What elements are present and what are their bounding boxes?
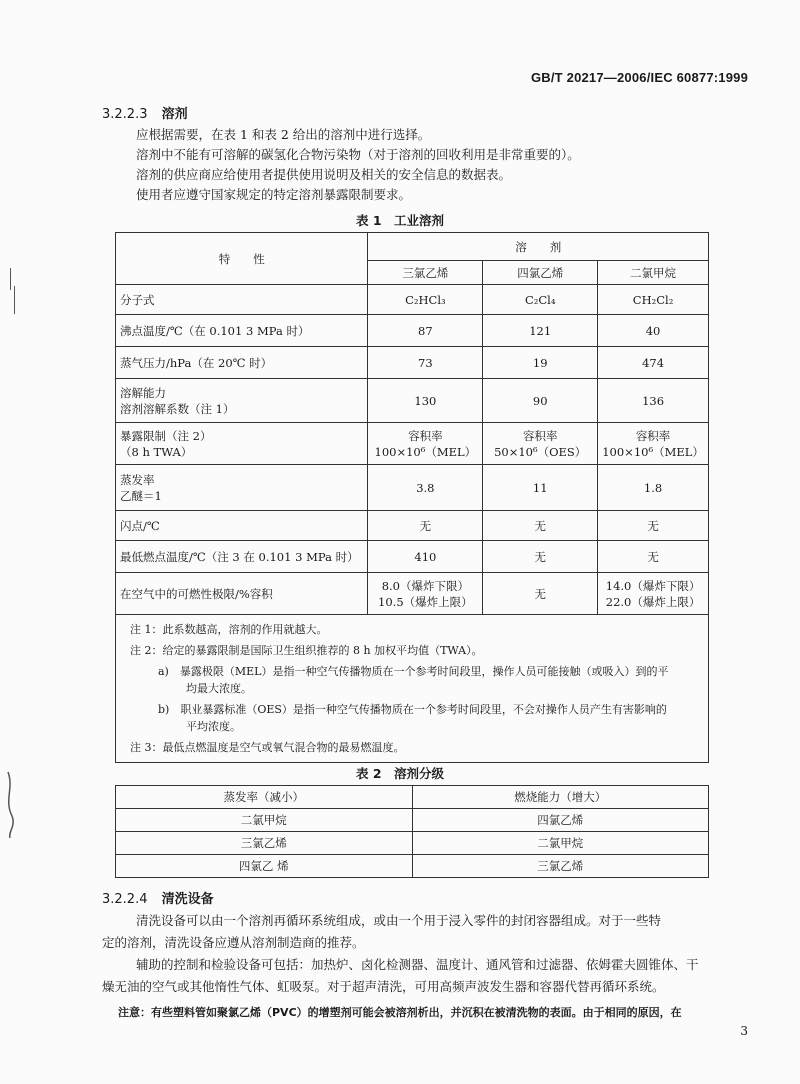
row-label: 最低燃点温度/℃（注 3 在 0.101 3 MPa 时） (116, 541, 368, 573)
section-number: 3.2.2.4 (102, 892, 148, 907)
note-line: 注 3：最低点燃温度是空气或氧气混合物的最易燃温度。 (130, 741, 405, 754)
cell (598, 423, 709, 465)
standard-header: GB/T 20217—2006/IEC 60877:1999 (530, 70, 748, 85)
table-row (116, 347, 709, 379)
cell: 474 (598, 347, 709, 379)
row-label-line2: （8 h TWA） (120, 444, 193, 459)
cell: 二氯甲烷 (116, 809, 413, 832)
paragraph: 使用者应遵守国家规定的特定溶剂暴露限制要求。 (136, 187, 412, 202)
cell: 410 (368, 541, 483, 573)
table-row (116, 465, 709, 511)
row-label: 闪点/℃ (116, 511, 368, 541)
note-line: 注 2：给定的暴露限制是国际卫生组织推荐的 8 h 加权平均值（TWA）。 (130, 644, 483, 657)
section-heading-3224 (102, 888, 214, 907)
cell: 四氯乙烯 (412, 809, 709, 832)
scan-mark (10, 268, 11, 290)
table-row (116, 809, 709, 832)
cell: 19 (483, 347, 598, 379)
cell: 1.8 (598, 465, 709, 511)
section-3224-body (102, 910, 742, 998)
cell-line2: 50×10⁶（OES） (494, 444, 587, 459)
cell: 无 (598, 511, 709, 541)
table-notes-row (116, 615, 709, 763)
row-label-line2: 乙醚＝1 (120, 488, 162, 503)
paragraph: 溶剂中不能有可溶解的碳氢化合物污染物（对于溶剂的回收利用是非常重要的）。 (136, 147, 580, 162)
note-line: 平均浓度。 (186, 720, 241, 733)
cell: 无 (483, 573, 598, 615)
row-label-line2: 溶剂溶解系数（注 1） (120, 401, 235, 416)
cell (483, 423, 598, 465)
note-line: b) 职业暴露标准（OES）是指一种空气传播物质在一个参考时间段里，不会对操作人员产生有害影响的 (158, 703, 667, 716)
row-label: 分子式 (116, 285, 368, 315)
cell-line1: 容积率 (635, 428, 671, 443)
note-line: a) 暴露极限（MEL）是指一种空气传播物质在一个参考时间段里，操作人员可能接触（或吸入）到的平 (158, 665, 669, 678)
solvent-name: 四氯乙烯 (483, 261, 598, 285)
cell: 130 (368, 379, 483, 423)
scan-mark (14, 286, 15, 314)
table-row (116, 315, 709, 347)
cell-line1: 容积率 (522, 428, 558, 443)
cell: 无 (368, 511, 483, 541)
table-row (116, 285, 709, 315)
paragraph: 燥无油的空气或其他惰性气体、虹吸泵。对于超声清洗，可用高频声波发生器和容器代替再循环系统。 (102, 979, 665, 994)
section-3223-body (136, 125, 580, 205)
paragraph: 辅助的控制和检验设备可包括：加热炉、卤化检测器、温度计、通风管和过滤器、依姆霍夫圆锥体、干 (136, 957, 699, 972)
table-row (116, 379, 709, 423)
note-line: 注 1：此系数越高，溶剂的作用就越大。 (130, 623, 328, 636)
cell-line2: 22.0（爆炸上限） (605, 594, 701, 609)
solvent-name: 二氯甲烷 (598, 261, 709, 285)
table1-caption: 表 1 工业溶剂 (355, 213, 445, 228)
cell: 三氯乙烯 (116, 832, 413, 855)
cell: 三氯乙烯 (412, 855, 709, 878)
cell: C₂Cl₄ (483, 285, 598, 315)
cell: 121 (483, 315, 598, 347)
cell: 73 (368, 347, 483, 379)
table-row (116, 511, 709, 541)
table2 (115, 785, 709, 878)
cell: CH₂Cl₂ (598, 285, 709, 315)
table-header-row (116, 786, 709, 809)
paragraph: 清洗设备可以由一个溶剂再循环系统组成，或由一个用于浸入零件的封闭容器组成。对于一些特 (136, 913, 662, 928)
table-row (116, 423, 709, 465)
table-row (116, 541, 709, 573)
table2-caption: 表 2 溶剂分级 (355, 766, 445, 781)
cell (368, 423, 483, 465)
row-label (116, 423, 368, 465)
row-label (116, 379, 368, 423)
row-label: 在空气中的可燃性极限/%容积 (116, 573, 368, 615)
cell: 136 (598, 379, 709, 423)
cell-line2: 10.5（爆炸上限） (378, 594, 473, 609)
table-row (116, 573, 709, 615)
cell: 无 (483, 541, 598, 573)
table-row (116, 855, 709, 878)
cell: 四氯乙 烯 (116, 855, 413, 878)
paragraph: 应根据需要，在表 1 和表 2 给出的溶剂中进行选择。 (136, 127, 431, 142)
table1-notes (116, 615, 709, 763)
bottom-note: 注意：有些塑料管如聚氯乙烯（PVC）的增塑剂可能会被溶剂析出，并沉积在被清洗物的表面。由于相同的原因，在 (118, 1006, 682, 1019)
cell-line1: 8.0（爆炸下限） (381, 578, 469, 593)
scan-mark (0, 770, 22, 840)
table-row (116, 832, 709, 855)
cell: 无 (483, 511, 598, 541)
row-label: 沸点温度/℃（在 0.101 3 MPa 时） (116, 315, 368, 347)
section-heading-3223 (102, 103, 188, 122)
row-label-line1: 溶解能力 (120, 385, 166, 400)
cell-line1: 14.0（爆炸下限） (605, 578, 701, 593)
page-number: 3 (740, 1024, 748, 1038)
header-property: 特 性 (116, 233, 368, 285)
cell: 3.8 (368, 465, 483, 511)
section-title: 溶剂 (161, 107, 188, 122)
row-label-line1: 蒸发率 (120, 472, 155, 487)
paragraph: 溶剂的供应商应给使用者提供使用说明及相关的安全信息的数据表。 (136, 167, 512, 182)
cell-line2: 100×10⁶（MEL） (374, 444, 477, 459)
row-label: 蒸气压力/hPa（在 20℃ 时） (116, 347, 368, 379)
header-solvent: 溶 剂 (368, 233, 709, 261)
cell: 无 (598, 541, 709, 573)
cell: 40 (598, 315, 709, 347)
table1 (115, 232, 709, 763)
solvent-name: 三氯乙烯 (368, 261, 483, 285)
cell: 90 (483, 379, 598, 423)
cell (598, 573, 709, 615)
cell: 二氯甲烷 (412, 832, 709, 855)
cell: 11 (483, 465, 598, 511)
cell-line1: 容积率 (408, 428, 443, 443)
cell: C₂HCl₃ (368, 285, 483, 315)
row-label (116, 465, 368, 511)
column-header: 蒸发率（减小） (116, 786, 413, 809)
section-title: 清洗设备 (161, 892, 214, 907)
cell-line2: 100×10⁶（MEL） (602, 444, 704, 459)
column-header: 燃烧能力（增大） (412, 786, 709, 809)
paragraph: 定的溶剂，清洗设备应遵从溶剂制造商的推荐。 (102, 935, 365, 950)
note-line: 均最大浓度。 (186, 682, 252, 695)
row-label-line1: 暴露限制（注 2） (120, 428, 212, 443)
section-number: 3.2.2.3 (102, 107, 148, 122)
cell (368, 573, 483, 615)
cell: 87 (368, 315, 483, 347)
